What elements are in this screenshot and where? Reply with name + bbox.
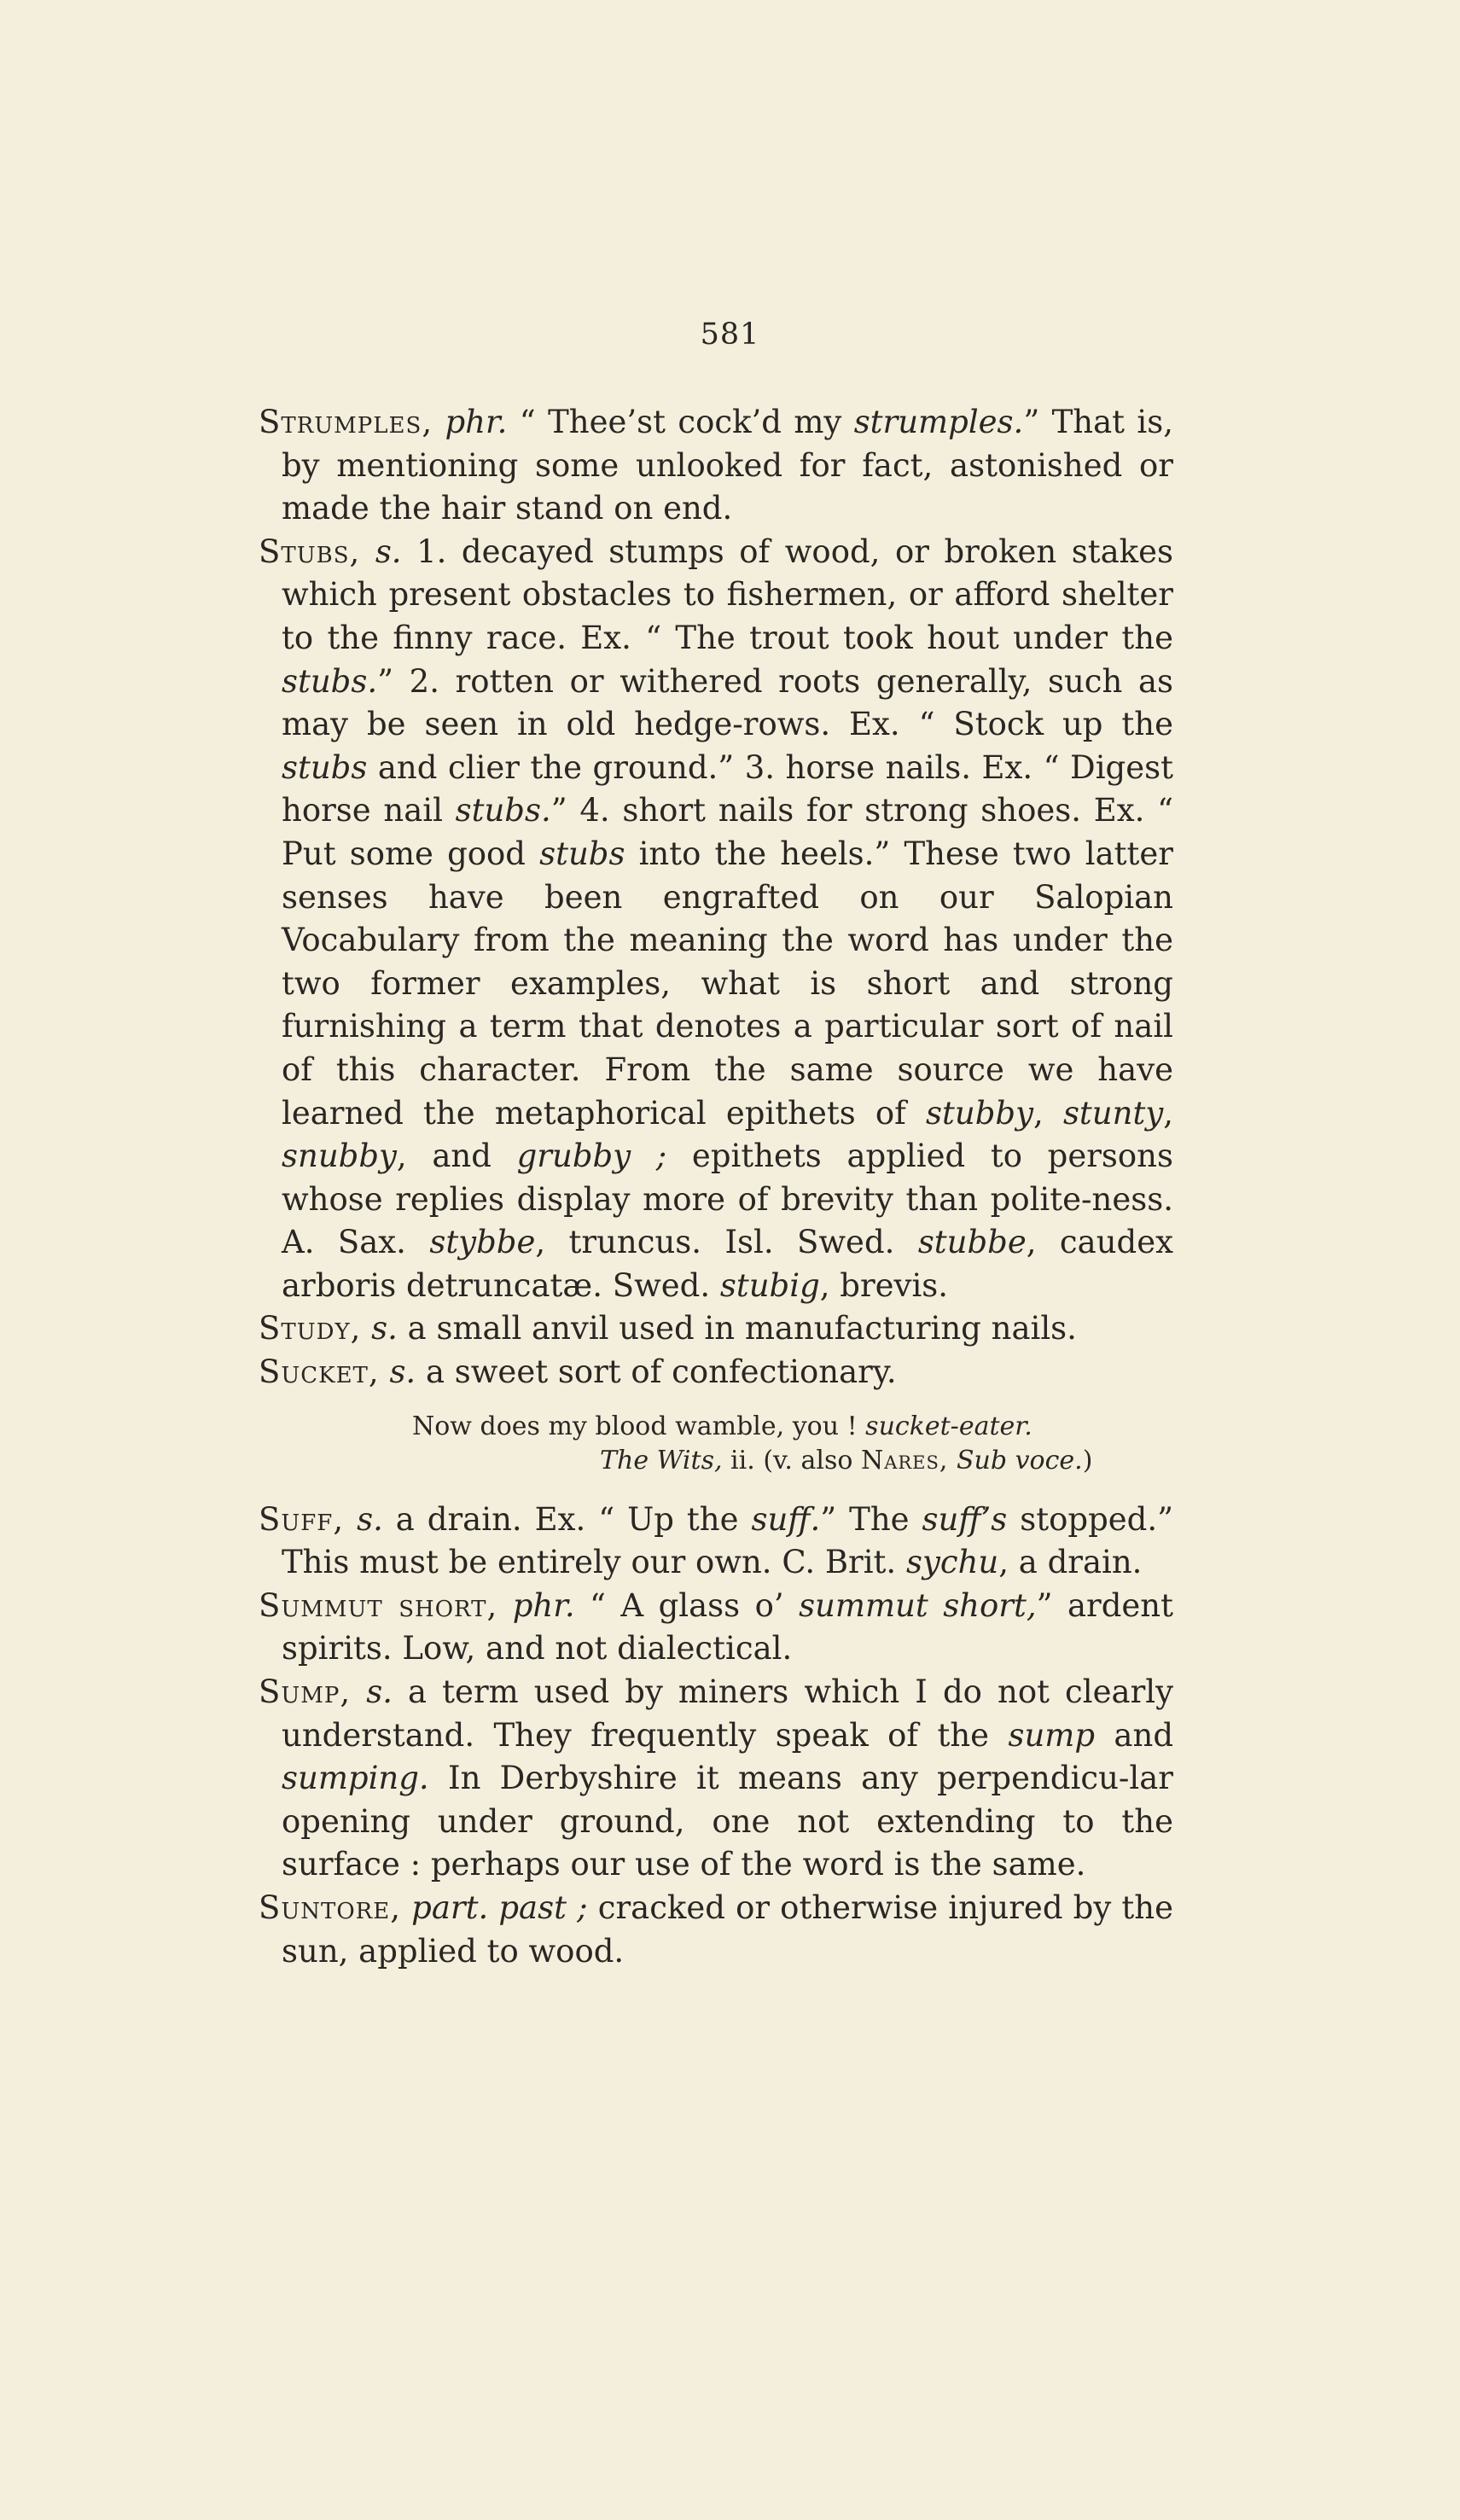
entry-suff: Suff, s. a drain. Ex. “ Up the suff.” The suff’s stopped.” This must be entirely our own. C. Brit. sychu, a drain. <box>259 1500 1174 1581</box>
part-of-speech: phr. <box>445 404 508 440</box>
part-of-speech: s. <box>357 1500 383 1538</box>
part-of-speech: part. past ; <box>411 1889 588 1926</box>
headword: Strumples, <box>259 404 433 440</box>
entry-sump: Sump, s. a term used by miners which I do not clearly understand. They frequently speak of the sump and sumping. In Derbyshire it means any perpendicu-lar opening under ground, one not extending to the surface : perhaps our use of the word is the same. <box>259 1673 1174 1883</box>
part-of-speech: s. <box>389 1353 416 1391</box>
entry-stubs: Stubs, s. 1. decayed stumps of wood, or broken stakes which present obstacles to fishermen, or afford shelter to the finny race. Ex. “ The trout took hout under the stubs.” 2. rotten or withered roots generally, such as may be seen in old hedge-rows. Ex. “ Stock up the stubs and clier the ground.” 3. horse nails. Ex. “ Digest horse nail stubs.” 4. short nails for strong shoes. Ex. “ Put some good stubs into the heels.” These two latter senses have been engrafted on our Salopian Vocabulary from the meaning the word has under the two former examples, what is short and strong furnishing a term that denotes a particular sort of nail of this character. From the same source we have learned the metaphorical epithets of stubby, stunty, snubby, and grubby ; epithets applied to persons whose replies display more of brevity than polite-ness. A. Sax. stybbe, truncus. Isl. Swed. stubbe, caudex arboris detruncatæ. Swed. stubig, brevis. <box>259 533 1174 1304</box>
part-of-speech: s. <box>371 1310 398 1347</box>
headword: Study, <box>259 1310 362 1347</box>
entry-suntore: Suntore, part. past ; cracked or otherwise injured by the sun, applied to wood. <box>259 1889 1173 1970</box>
headword: Summut short, <box>259 1586 498 1624</box>
glossary-text <box>259 401 1173 1973</box>
headword: Suff, <box>259 1500 345 1538</box>
entry-sucket: Sucket, s. a sweet sort of confectionary. <box>259 1353 897 1391</box>
part-of-speech: phr. <box>512 1586 575 1624</box>
part-of-speech: s. <box>366 1673 393 1711</box>
headword: Stubs, <box>259 533 361 570</box>
page-number: 581 <box>700 317 760 352</box>
entry-study: Study, s. a small anvil used in manufacturing nails. <box>259 1310 1077 1347</box>
entry-summut-short: Summut short, phr. “ A glass o’ summut short,” ardent spirits. Low, and not dialectical. <box>259 1586 1173 1667</box>
entry-strumples: Strumples, phr. “ Thee’st cock’d my strumples.” That is, by mentioning some unlooked for fact, astonished or made the hair stand on end. <box>259 404 1173 527</box>
headword: Suntore, <box>259 1889 401 1926</box>
quotation-citation: The Wits, ii. (v. also Nares, Sub voce.) <box>600 1445 1093 1475</box>
quotation <box>259 1410 1173 1478</box>
part-of-speech: s. <box>375 533 402 570</box>
quotation-line: Now does my blood wamble, you ! sucket-eater. <box>412 1411 1032 1441</box>
headword: Sump, <box>259 1673 352 1711</box>
headword: Sucket, <box>259 1353 380 1391</box>
